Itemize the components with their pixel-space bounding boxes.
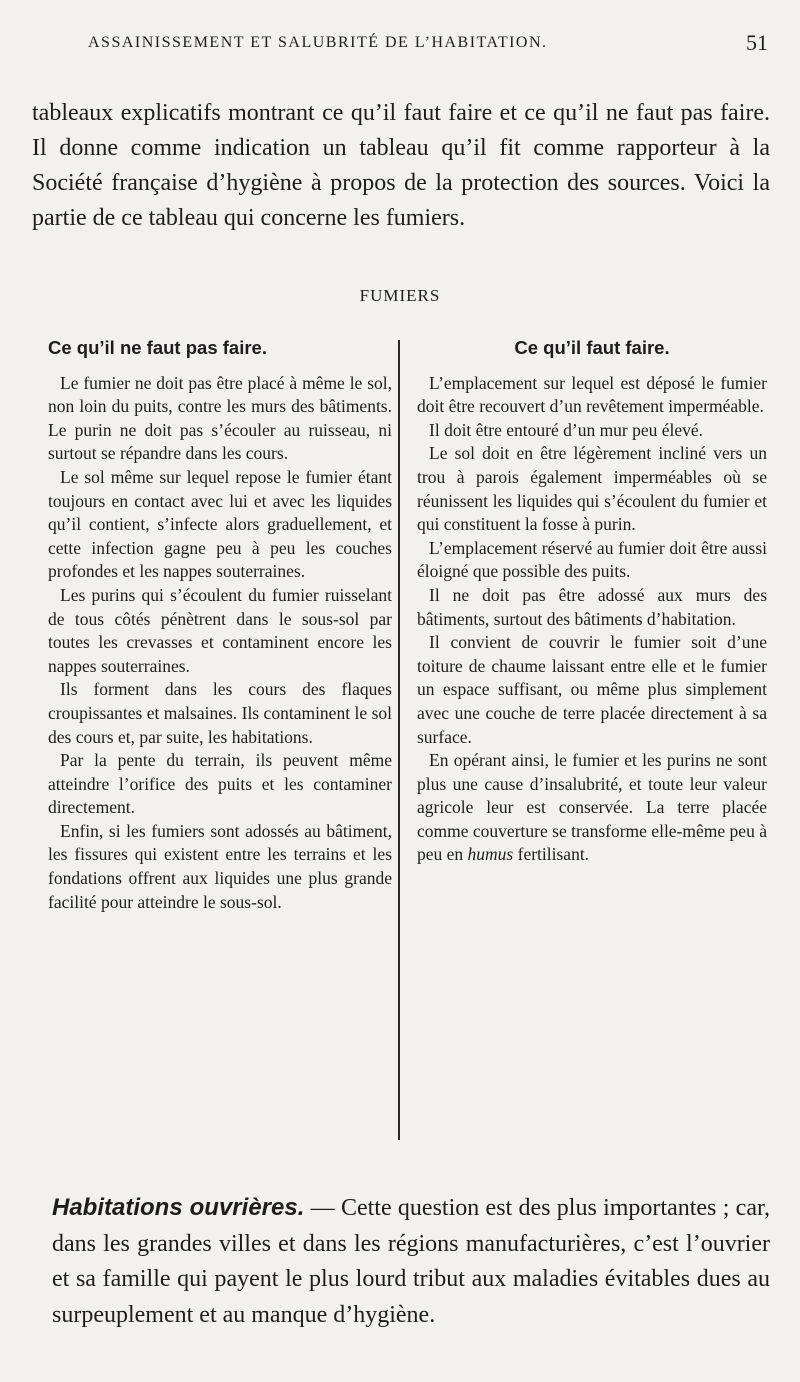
do-paragraph: Le sol doit en être légèrement incliné vers un trou à parois également imperméables où se réunissent les liquides qui s’écoulent du fumier et qui constituent la fosse à purin. <box>417 443 767 535</box>
do-paragraph: L’emplacement réservé au fumier doit être aussi éloigné que possible des puits. <box>417 537 767 582</box>
do-paragraph: L’emplacement sur lequel est déposé le fumier doit être recouvert d’un revêtement imperméable. <box>417 372 767 417</box>
dont-paragraph: Le fumier ne doit pas être placé à même le sol, non loin du puits, contre les murs des bâtiments. Le purin ne doit pas s’écouler au ruisseau, ni surtout se répandre dans les cours. <box>48 372 392 464</box>
do-paragraph: Il ne doit pas être adossé aux murs des bâtiments, surtout des bâtiments d’habitation. <box>417 584 767 629</box>
humus-word: humus <box>467 844 514 865</box>
dont-paragraph: Ils forment dans les cours des flaques croupissantes et malsaines. Ils contaminent le sol des cours et, par suite, les habitations. <box>48 679 392 747</box>
do-last-text-end: fertilisant. <box>513 844 590 865</box>
section-title: Habitations ouvrières. <box>52 1194 305 1221</box>
dont-paragraph: Enfin, si les fumiers sont adossés au bâtiment, les fissures qui existent entre les terrains et les fondations offrent aux liquides une plus grande facilité pour atteindre le sous-sol. <box>48 820 392 912</box>
do-paragraph: Il doit être entouré d’un mur peu élevé. <box>429 419 704 440</box>
do-paragraph: Il convient de couvrir le fumier soit d’une toiture de chaume laissant entre elle et le fumier un espace suffisant, ou même plus simplement avec une couche de terre placée directement à sa surface. <box>417 632 767 747</box>
page-number: 51 <box>746 30 768 55</box>
column-divider <box>398 340 400 1140</box>
column-do-heading: Ce qu’il faut faire. <box>514 337 670 358</box>
intro-paragraph: tableaux explicatifs montrant ce qu’il faut faire et ce qu’il ne faut pas faire. Il donne comme indication un tableau qu’il fit comme rapporteur à la Société française d’hygiène à propos de la protection des sources. Voici la partie de ce tableau qui concerne les fumiers. <box>32 100 770 231</box>
running-head <box>88 30 768 55</box>
table-title: FUMIERS <box>359 286 441 305</box>
column-do <box>417 336 767 867</box>
column-dont <box>48 336 392 914</box>
section-paragraph <box>52 1190 770 1333</box>
dont-paragraph: Le sol même sur lequel repose le fumier étant toujours en contact avec lui et avec les liquides qu’il contient, s’infecte alors graduellement, et cette infection gagne peu à peu les couches profondes et les nappes souterraines. <box>48 466 392 582</box>
dont-paragraph: Les purins qui s’écoulent du fumier ruisselant de tous côtés pénètrent dans le sous-sol par toutes les crevasses et contaminent encore les nappes souterraines. <box>48 584 392 676</box>
running-head-title: ASSAINISSEMENT ET SALUBRITÉ DE L’HABITATION. <box>88 34 548 51</box>
section-text: — Cette question est des plus importantes ; car, dans les grandes villes et dans les régions manufacturières, c’est l’ouvrier et sa famille qui payent le plus lourd tribut aux maladies évitables dues au surpeuplement et au manque d’hygiène. <box>52 1195 770 1328</box>
column-dont-heading: Ce qu’il ne faut pas faire. <box>48 337 267 358</box>
do-paragraph-last <box>417 749 767 867</box>
do-last-text: En opérant ainsi, le fumier et les purins ne sont plus une cause d’insalubrité, et toute leur valeur agricole leur est conservée. La terre placée comme couverture se transforme elle-même peu à peu en <box>417 750 767 865</box>
dont-paragraph: Par la pente du terrain, ils peuvent même atteindre l’orifice des puits et les contaminer directement. <box>48 750 392 818</box>
